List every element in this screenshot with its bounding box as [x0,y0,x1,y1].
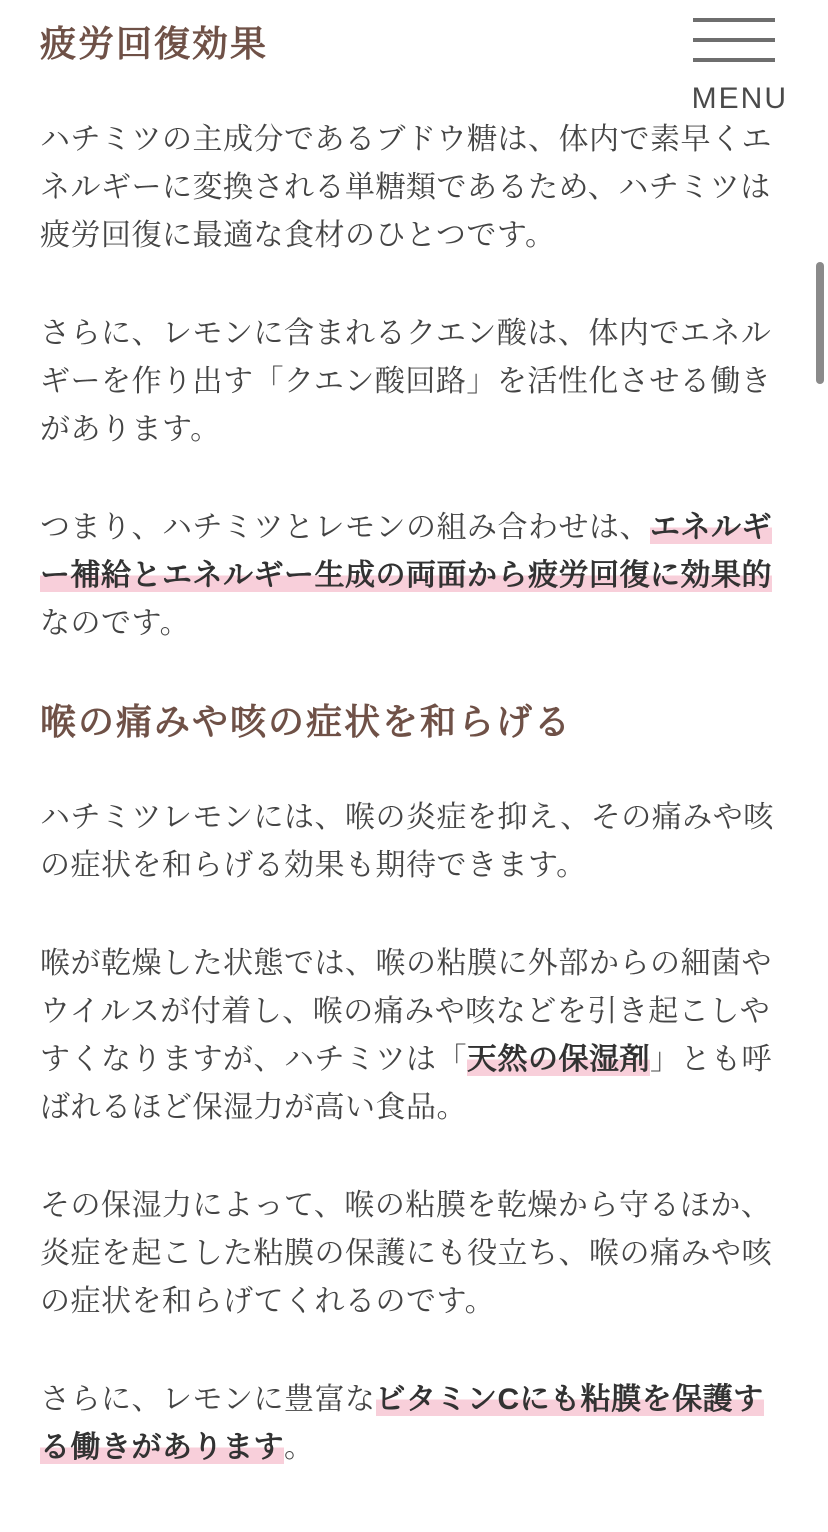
body-text: その保湿力によって、喉の粘膜を乾燥から守るほか、炎症を起こした粘膜の保護にも役立ち、喉の痛みや咳の症状を和らげてくれるのです。 [40,1189,772,1318]
article-body [40,22,788,1472]
paragraph [40,1376,788,1472]
hamburger-bar [693,18,775,22]
menu-label: MENU [691,82,788,115]
scrollbar-thumb[interactable] [816,262,824,384]
paragraph [40,116,788,260]
body-text: つまり、ハチミツとレモンの組み合わせは、 [40,511,650,544]
highlighted-text: ビタミンCにも粘膜を保護する働きがあります [40,1383,764,1464]
hamburger-bar [693,38,775,42]
highlighted-text: 天然の保湿剤 [467,1043,650,1076]
hamburger-bar [693,58,775,62]
article-section [40,700,788,1472]
body-text: さらに、レモンに含まれるクエン酸は、体内でエネルギーを作り出す「クエン酸回路」を活性化させる働きがあります。 [40,317,772,446]
body-text: 」とも呼ばれるほど保湿力が高い食品。 [40,1043,772,1124]
body-text: ハチミツの主成分であるブドウ糖は、体内で素早くエネルギーに変換される単糖類であるため、ハチミツは疲労回復に最適な食材のひとつです。 [40,123,772,252]
section-heading: 疲労回復効果 [40,23,269,64]
paragraph [40,1182,788,1326]
highlighted-text: エネルギー補給とエネルギー生成の両面から疲労回復に効果的 [40,511,772,592]
body-text: 喉が乾燥した状態では、喉の粘膜に外部からの細菌やウイルスが付着し、喉の痛みや咳などを引き起こしやすくなりますが、ハチミツは「 [40,947,772,1076]
body-text: さらに、レモンに豊富な [40,1383,376,1416]
article-section [40,22,788,648]
paragraph [40,940,788,1132]
paragraph [40,504,788,648]
paragraph [40,310,788,454]
body-text: ハチミツレモンには、喉の炎症を抑え、その痛みや咳の症状を和らげる効果も期待できます。 [40,801,774,882]
section-heading: 喉の痛みや咳の症状を和らげる [40,701,573,742]
hamburger-icon [693,18,775,62]
body-text: 。 [284,1431,315,1464]
paragraph [40,794,788,890]
body-text: なのです。 [40,607,191,640]
menu-button[interactable] [692,18,788,114]
